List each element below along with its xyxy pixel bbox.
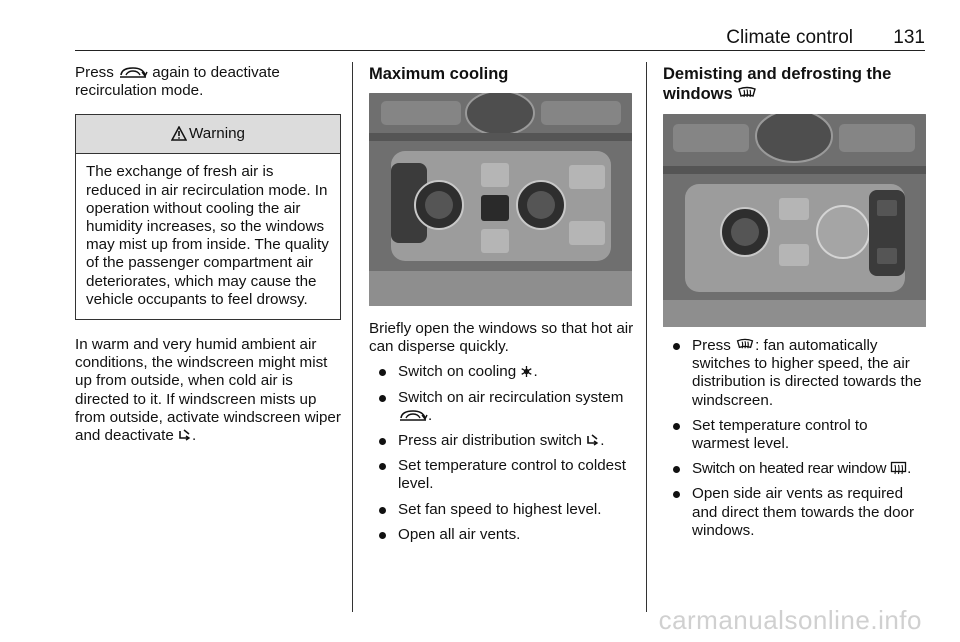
list-item: Press air distribution switch . [369, 432, 635, 450]
list-item: Switch on heated rear window . [663, 460, 927, 478]
climate-panel-illustration [663, 114, 926, 327]
misting-paragraph: In warm and very humid ambient air conditions, the windscreen might mist up from outside, when cold air is directed to it. If windscreen mists up from outside, activate windscreen wiper and deactivate . [75, 336, 341, 445]
defrost-icon [737, 86, 757, 101]
page-number: 131 [893, 27, 925, 48]
instruction-list [663, 337, 927, 540]
list-item: Set fan speed to highest level. [369, 501, 635, 519]
left-column [75, 64, 341, 445]
intro-paragraph: Briefly open the windows so that hot air can disperse quickly. [369, 320, 634, 356]
list-item: Press : fan automatically switches to higher speed, the air distribution is directed towards the windscreen. [663, 337, 927, 410]
recirculation-icon [118, 65, 148, 79]
air-distribution-icon [586, 433, 600, 447]
list-item: Switch on air recirculation system . [369, 389, 635, 425]
recirculation-icon [398, 408, 428, 422]
list-item: Set temperature control to warmest level. [663, 417, 927, 453]
climate-panel-photo [369, 93, 632, 306]
intro-paragraph: Press again to deactivate recirculation mode. [75, 64, 280, 100]
section-heading: Maximum cooling [369, 65, 509, 83]
warning-heading: Warning [76, 115, 340, 154]
warning-box [75, 114, 341, 320]
climate-panel-photo [663, 114, 926, 327]
rear-window-heater-icon [890, 461, 907, 475]
list-item: Set temperature control to coldest level. [369, 457, 635, 493]
defrost-icon [735, 338, 755, 352]
warning-icon [171, 126, 187, 141]
climate-panel-illustration [369, 93, 632, 306]
list-item: Open side air vents as required and direct them towards the door windows. [663, 485, 927, 540]
middle-column [369, 64, 635, 544]
column-divider [352, 62, 353, 612]
watermark: carmanualsonline.info [658, 605, 922, 635]
air-distribution-icon [178, 428, 192, 442]
right-column [663, 64, 927, 540]
page-header [75, 26, 925, 51]
section-title: Climate control [726, 27, 853, 48]
column-divider [646, 62, 647, 612]
section-heading: Demisting and defrosting the windows [663, 65, 892, 103]
list-item: Open all air vents. [369, 526, 635, 544]
snowflake-icon [520, 365, 533, 378]
instruction-list [369, 363, 635, 544]
warning-text: The exchange of fresh air is reduced in air recirculation mode. In operation without cooling the air humidity increases, so the windows may mist up from inside. The quality of the passenger compartment air deteriorates, which may cause the vehicle occupants to feel drowsy. [86, 163, 329, 308]
list-item: Switch on cooling . [369, 363, 635, 381]
